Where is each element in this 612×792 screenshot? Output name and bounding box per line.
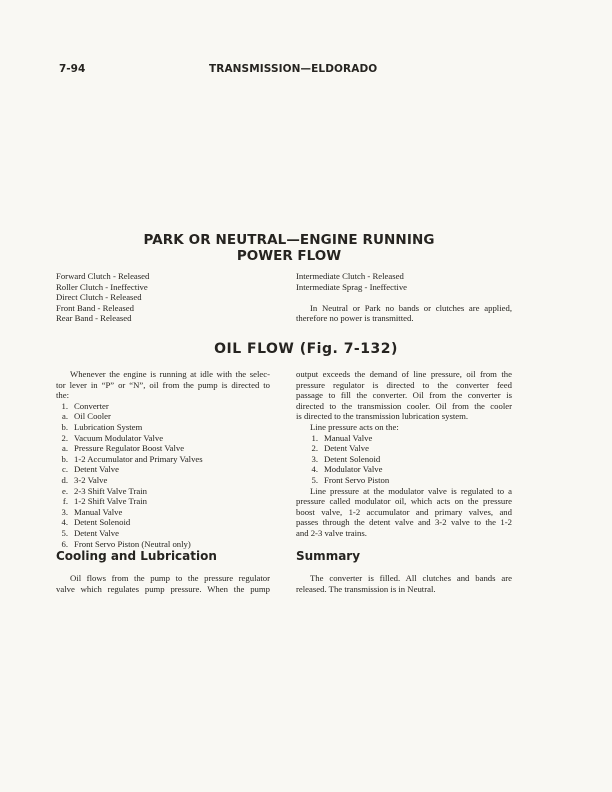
power-note: therefore no power is transmitted. — [296, 313, 414, 324]
list-text: Detent Valve — [74, 464, 119, 475]
status-item: Direct Clutch - Released — [56, 292, 142, 303]
list-marker: c. — [61, 464, 68, 475]
list-marker: 2. — [61, 432, 68, 443]
list-marker: 2. — [311, 443, 318, 454]
list-item — [56, 422, 270, 433]
list-marker: 4. — [61, 517, 68, 528]
list-text: Detent Valve — [74, 527, 119, 538]
list-text: 3-2 Valve — [74, 474, 108, 485]
list-item — [56, 443, 270, 454]
list-marker: 3. — [311, 453, 318, 464]
list-marker: 4. — [311, 464, 318, 475]
list-item — [56, 475, 270, 486]
list-item — [56, 486, 270, 497]
summary-heading: Summary — [296, 549, 361, 563]
paragraph-line: released. The transmission is in Neutral. — [296, 583, 436, 594]
page-number: 7-94 — [59, 63, 86, 75]
list-text: Vacuum Modulator Valve — [74, 432, 164, 443]
section-title: PARK OR NEUTRAL—ENGINE RUNNING — [143, 232, 435, 248]
list-marker: 1. — [61, 400, 68, 411]
paragraph-line: The converter is filled. All clutches and bands are — [310, 573, 512, 583]
list-marker: 6. — [61, 538, 68, 549]
list-text: 2-3 Shift Valve Train — [74, 485, 147, 496]
list-marker: a. — [61, 443, 68, 454]
list-text: Manual Valve — [324, 432, 373, 443]
status-item: Forward Clutch - Released — [56, 271, 150, 281]
list-item — [56, 454, 270, 465]
list-item — [306, 464, 512, 475]
list-text: Converter — [74, 400, 109, 411]
status-item: Front Band - Released — [56, 302, 134, 313]
list-marker: e. — [61, 485, 68, 496]
list-marker: 5. — [61, 527, 68, 538]
summary-paragraph — [296, 573, 512, 594]
oil-flow-heading: OIL FLOW (Fig. 7-132) — [214, 341, 398, 357]
list-item — [56, 411, 270, 422]
paragraph-line: Line pressure at the modulator valve is regulated to a — [310, 485, 512, 496]
paragraph-line: Whenever the engine is running at idle with the selec- — [70, 369, 270, 379]
cooling-heading: Cooling and Lubrication — [56, 549, 217, 563]
list-text: Pressure Regulator Boost Valve — [74, 443, 185, 454]
paragraph-line: Line pressure acts on the: — [310, 421, 399, 432]
paragraph-line: and 2-3 valve trains. — [296, 527, 367, 538]
status-item: Rear Band - Released — [56, 313, 132, 324]
paragraph-line: directed to the transmission cooler. Oil from the cooler — [296, 400, 512, 411]
oil-flow-list — [56, 401, 270, 549]
paragraph-line: Oil flows from the pump to the pressure regulator — [70, 573, 270, 583]
list-item — [56, 517, 270, 528]
list-text: Detent Solenoid — [324, 453, 381, 464]
status-item: Intermediate Clutch - Released — [296, 271, 404, 281]
list-marker: 5. — [311, 474, 318, 485]
list-item — [56, 464, 270, 475]
list-text: Detent Valve — [324, 443, 369, 454]
list-marker: 1. — [311, 432, 318, 443]
list-marker: d. — [61, 474, 68, 485]
list-item — [56, 539, 270, 550]
clutch-status-list-right — [296, 271, 512, 324]
paragraph-line: the: — [56, 390, 70, 401]
paragraph-line: tor lever in “P” or “N”, oil from the pump is directed to — [56, 379, 270, 390]
paragraph-line: pressure regulator is directed to the converter feed — [296, 379, 512, 390]
status-item: Intermediate Sprag - Ineffective — [296, 281, 408, 292]
list-item — [56, 528, 270, 539]
list-item — [56, 401, 270, 412]
cooling-paragraph — [56, 573, 270, 594]
list-item — [306, 454, 512, 465]
status-item: Roller Clutch - Ineffective — [56, 281, 148, 292]
list-item — [306, 475, 512, 486]
power-note: In Neutral or Park no bands or clutches are applied, — [310, 302, 512, 313]
list-marker: a. — [61, 411, 68, 422]
list-text: Front Servo Piston (Neutral only) — [74, 538, 191, 549]
list-marker: b. — [61, 421, 68, 432]
list-marker: 3. — [61, 506, 68, 517]
oil-flow-right-column — [296, 369, 512, 539]
running-title: TRANSMISSION—ELDORADO — [209, 63, 378, 75]
list-item — [56, 496, 270, 507]
list-text: Front Servo Piston — [324, 474, 390, 485]
clutch-status-list-left — [56, 271, 286, 324]
list-item — [306, 443, 512, 454]
list-text: Lubrication System — [74, 421, 143, 432]
paragraph-line: output exceeds the demand of line pressure, oil from the — [296, 369, 512, 379]
list-text: Oil Cooler — [74, 411, 111, 422]
list-item — [56, 433, 270, 444]
list-text: Modulator Valve — [324, 464, 383, 475]
list-marker: f. — [62, 496, 68, 507]
list-item — [56, 507, 270, 518]
list-text: Detent Solenoid — [74, 517, 131, 528]
paragraph-line: pressure called modulator oil, which acts on the pressure — [296, 496, 512, 507]
section-subtitle: POWER FLOW — [236, 248, 342, 264]
oil-flow-left-column — [56, 369, 270, 549]
list-marker: b. — [61, 453, 68, 464]
list-text: Manual Valve — [74, 506, 123, 517]
paragraph-line: passes through the detent valve and 3-2 valve to the 1-2 — [296, 517, 512, 528]
list-text: 1-2 Accumulator and Primary Valves — [74, 453, 203, 464]
paragraph-line: is directed to the transmission lubrication system. — [296, 411, 469, 422]
paragraph-line: boost valve, 1-2 accumulator and primary valves, and — [296, 506, 512, 517]
line-pressure-list — [296, 433, 512, 486]
paragraph-line: valve which regulates pump pressure. When the pump — [56, 583, 270, 594]
list-item — [306, 433, 512, 444]
paragraph-line: passage to fill the converter. Oil from the converter is — [296, 390, 512, 401]
list-text: 1-2 Shift Valve Train — [74, 496, 147, 507]
